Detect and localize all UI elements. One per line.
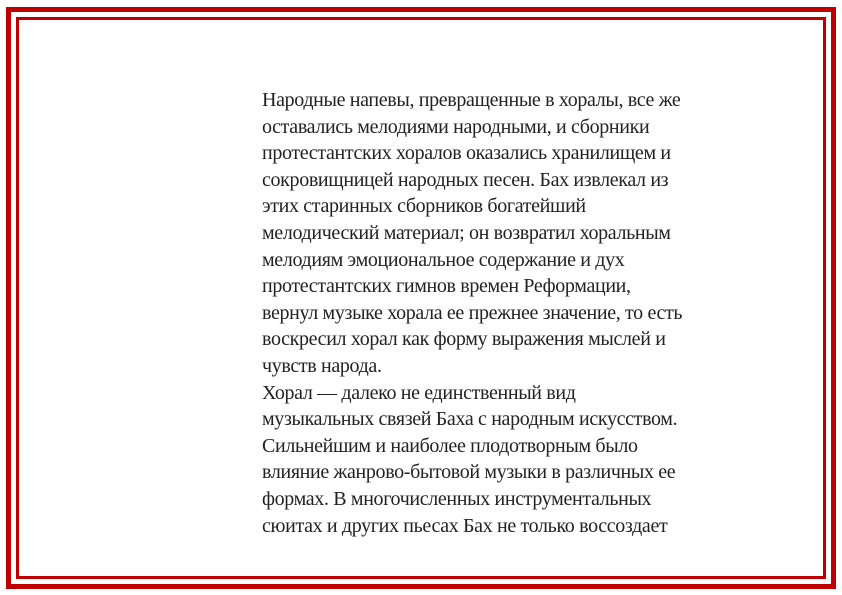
text-line: этих старинных сборников богатейший xyxy=(262,195,586,218)
text-line: Народные напевы, превращенные в хоралы, все же xyxy=(262,89,681,111)
text-line: воскресил хорал как форму выражения мыслей и xyxy=(262,328,666,351)
text-line: протестантских хоралов оказались хранилищем и xyxy=(262,142,671,165)
text-line: сокровищницей народных песен. Бах извлекал из xyxy=(262,168,669,191)
text-line: формах. В многочисленных инструментальных xyxy=(262,487,652,510)
text-line: мелодический материал; он возвратил хоральным xyxy=(262,221,671,244)
text-line: вернул музыке хорала ее прежнее значение, то есть xyxy=(262,301,683,324)
text-line: сюитах и других пьесах Бах не только воссоздает xyxy=(262,514,668,537)
text-line: музыкальных связей Баха с народным искусством. xyxy=(262,408,678,431)
text-line: мелодиям эмоциональное содержание и дух xyxy=(262,248,625,271)
body-text xyxy=(262,87,762,539)
text-line: протестантских гимнов времен Реформации, xyxy=(262,275,631,298)
text-line: чувств народа. xyxy=(262,354,382,377)
text-line: влияние жанрово-бытовой музыки в различных ее xyxy=(262,461,676,484)
text-line: оставались мелодиями народными, и сборники xyxy=(262,115,650,138)
text-line: Хорал — далеко не единственный вид xyxy=(262,381,576,404)
text-line: Сильнейшим и наиболее плодотворным было xyxy=(262,434,638,457)
